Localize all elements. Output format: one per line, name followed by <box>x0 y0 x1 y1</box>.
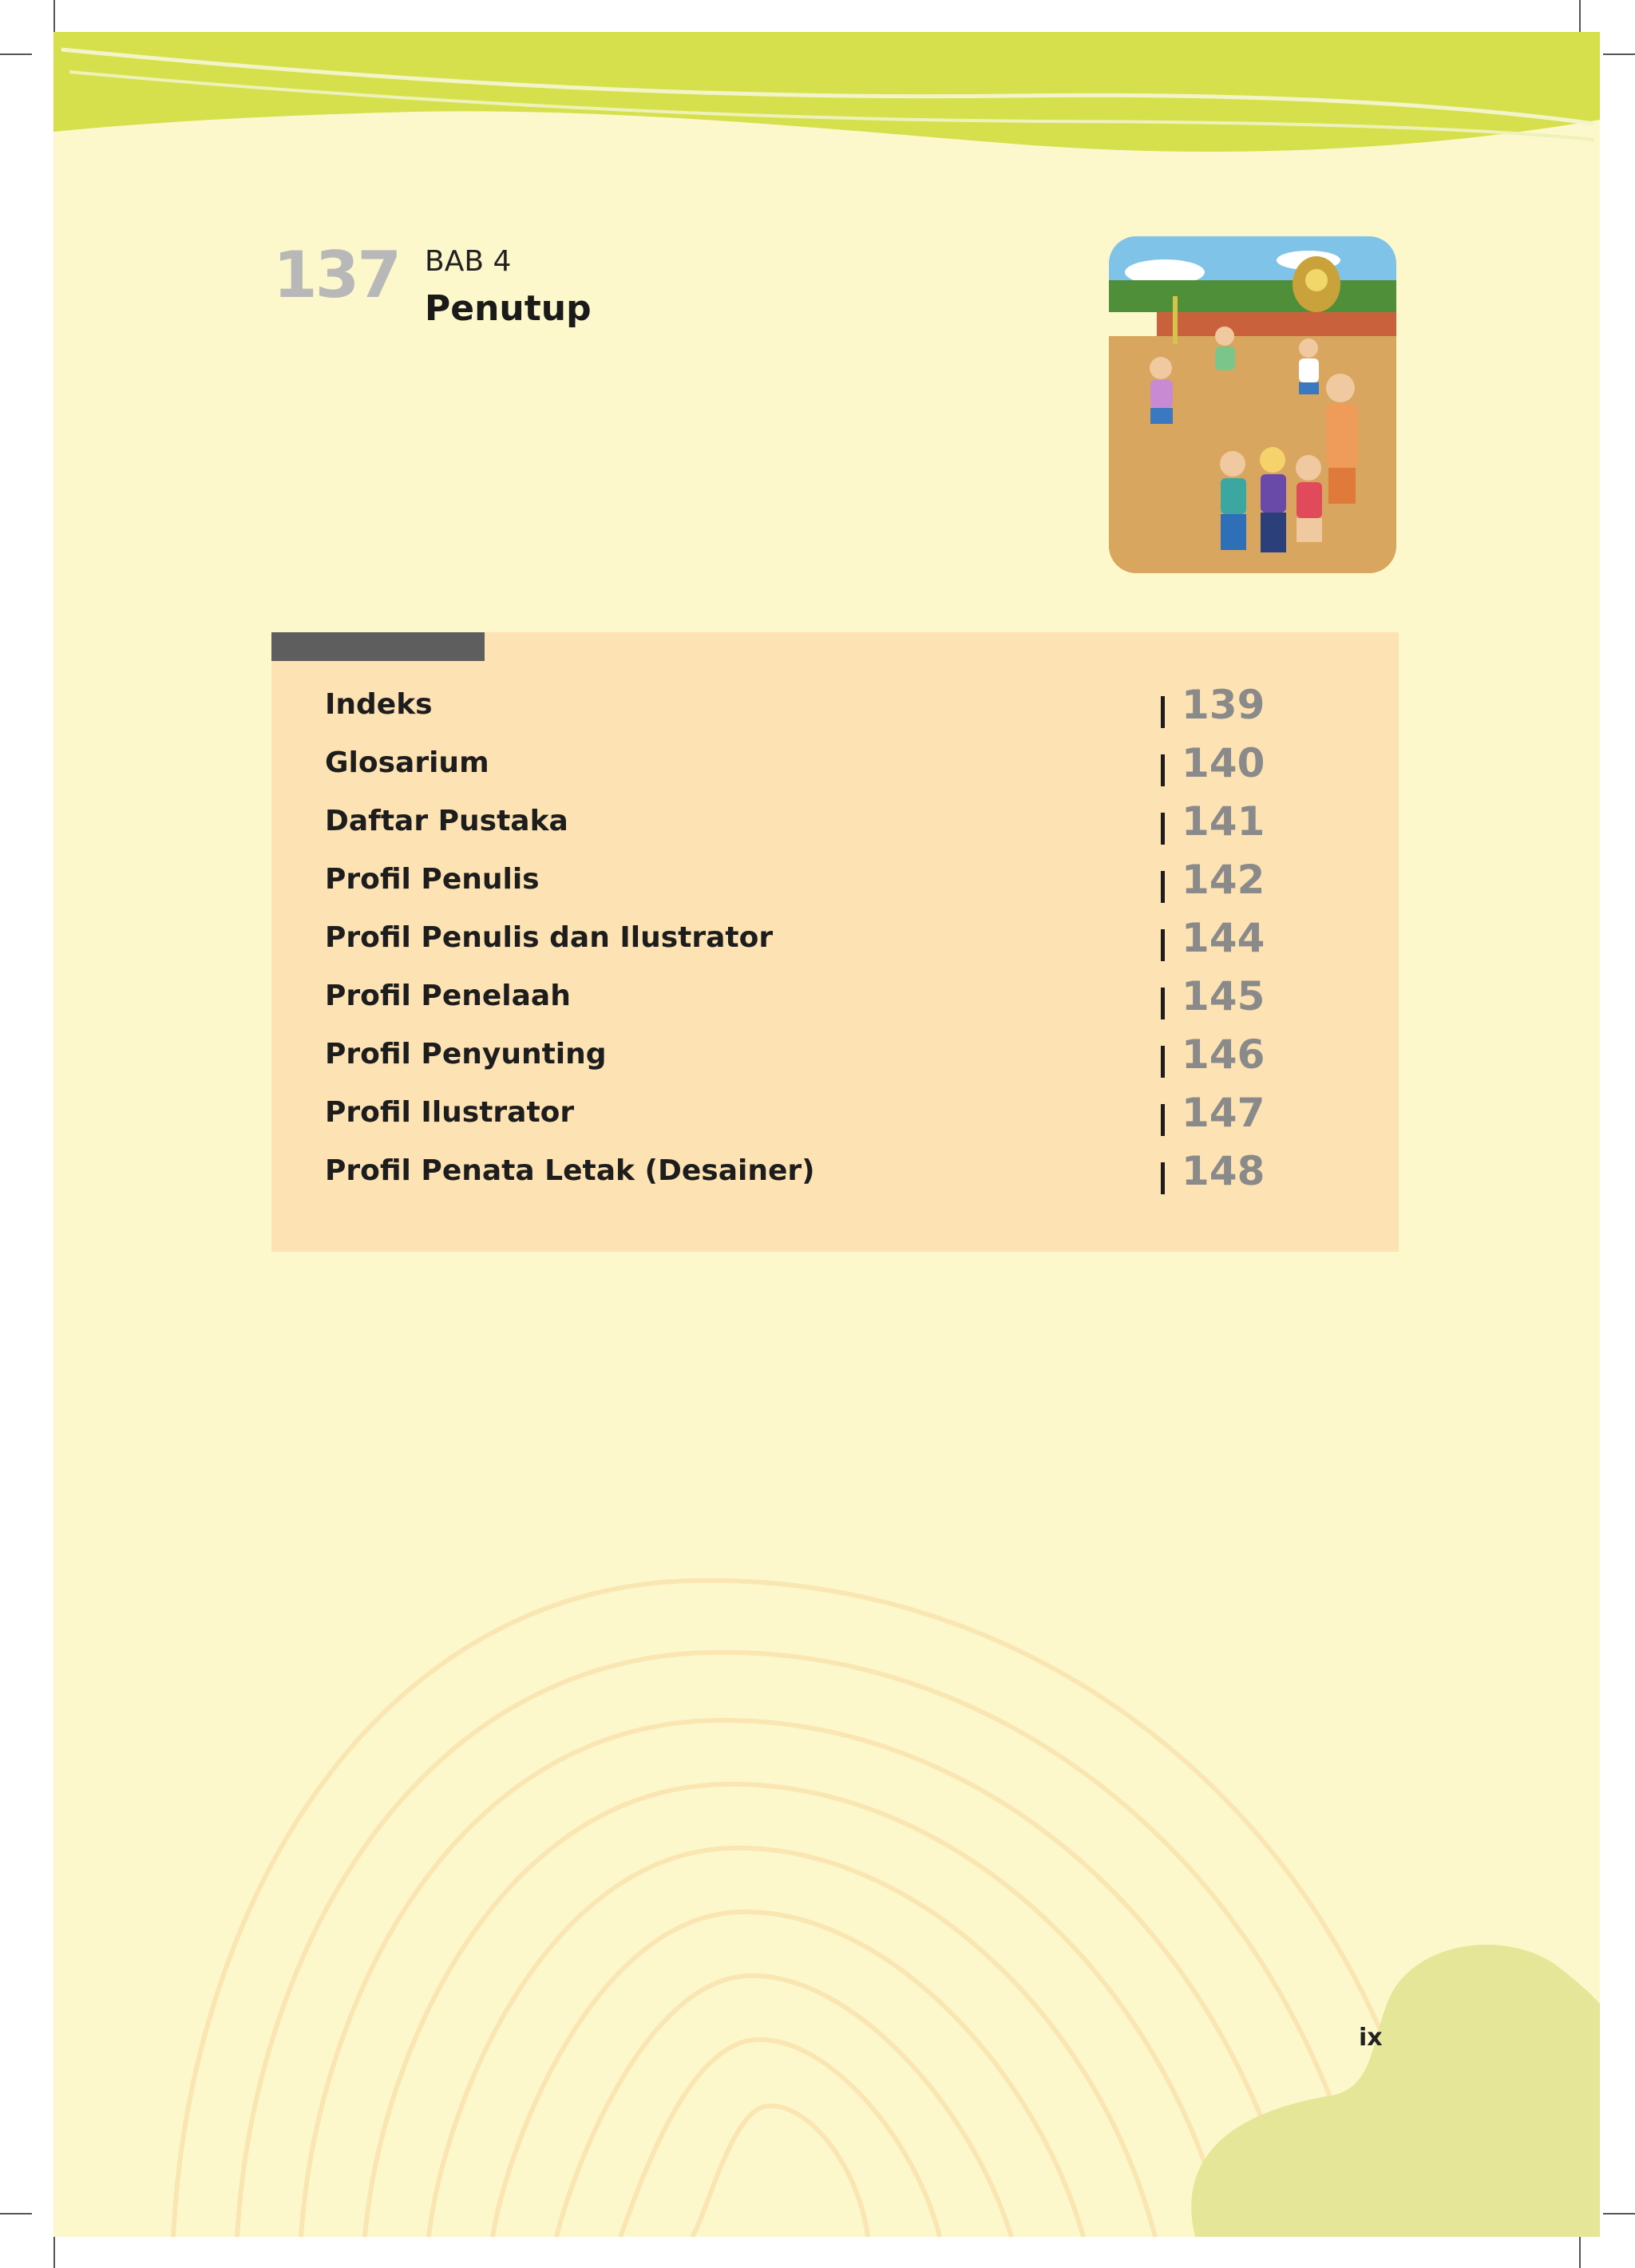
crop-mark <box>1579 2237 1581 2268</box>
child-figure <box>1215 327 1235 370</box>
toc-entry-title: Profil Penulis dan Ilustrator <box>325 921 774 954</box>
toc-entry[interactable] <box>271 680 1399 738</box>
book-page <box>53 32 1600 2237</box>
corner-blob-decoration <box>1091 1932 1600 2237</box>
toc-entry-page: 141 <box>1182 798 1265 845</box>
crop-mark <box>53 2237 55 2268</box>
toc-entry[interactable] <box>271 972 1399 1030</box>
toc-entry-page: 147 <box>1182 1090 1265 1136</box>
toc-separator <box>1161 988 1165 1019</box>
toc-entry-page: 139 <box>1182 682 1265 728</box>
toc-entry-page: 146 <box>1182 1031 1265 1078</box>
crop-mark <box>1603 2213 1635 2215</box>
child-figure <box>1260 447 1286 552</box>
toc-separator <box>1161 813 1165 845</box>
toc-entry-title: Profil Penulis <box>325 863 540 896</box>
chapter-title: Penutup <box>425 288 592 329</box>
toc-entry-title: Profil Ilustrator <box>325 1096 575 1129</box>
chapter-page-number: 137 <box>273 238 399 312</box>
table-of-contents <box>271 632 1399 1252</box>
toc-separator <box>1161 1104 1165 1136</box>
toc-entry[interactable] <box>271 738 1399 797</box>
toc-entry[interactable] <box>271 797 1399 855</box>
toc-entry-page: 144 <box>1182 915 1265 961</box>
toc-entry[interactable] <box>271 1088 1399 1146</box>
toc-separator <box>1161 929 1165 961</box>
toc-entry[interactable] <box>271 855 1399 913</box>
toc-entry-page: 142 <box>1182 857 1265 903</box>
children-playing-illustration <box>1109 236 1396 573</box>
toc-entry-title: Profil Penata Letak (Desainer) <box>325 1154 815 1187</box>
toc-entry-title: Indeks <box>325 688 433 721</box>
toc-entry-page: 145 <box>1182 973 1265 1019</box>
toc-separator <box>1161 754 1165 786</box>
chapter-label: BAB 4 <box>425 245 512 278</box>
toc-entry[interactable] <box>271 1030 1399 1088</box>
toc-separator <box>1161 696 1165 728</box>
toc-entry[interactable] <box>271 1146 1399 1205</box>
header-wave-decoration <box>53 32 1600 168</box>
toc-header-bar <box>271 632 485 661</box>
toc-entry-page: 148 <box>1182 1148 1265 1194</box>
toc-separator <box>1161 871 1165 903</box>
toc-entry-title: Glosarium <box>325 746 489 779</box>
toc-list <box>271 680 1399 1205</box>
toc-separator <box>1161 1046 1165 1078</box>
adult-figure <box>1326 374 1358 504</box>
toc-entry-title: Profil Penyunting <box>325 1038 607 1071</box>
child-figure <box>1299 338 1319 394</box>
toc-entry-page: 140 <box>1182 740 1265 786</box>
child-figure <box>1220 451 1246 550</box>
toc-entry-title: Profil Penelaah <box>325 980 571 1012</box>
child-figure <box>1296 455 1322 542</box>
crop-mark <box>0 2213 32 2215</box>
crop-mark <box>1579 0 1581 32</box>
toc-entry[interactable] <box>271 913 1399 972</box>
child-figure <box>1150 357 1173 424</box>
toc-separator <box>1161 1162 1165 1194</box>
crop-mark <box>0 53 32 55</box>
crop-mark <box>1603 53 1635 55</box>
toc-entry-title: Daftar Pustaka <box>325 805 568 837</box>
page-number: ix <box>1359 2024 1383 2052</box>
crop-mark <box>53 0 55 32</box>
